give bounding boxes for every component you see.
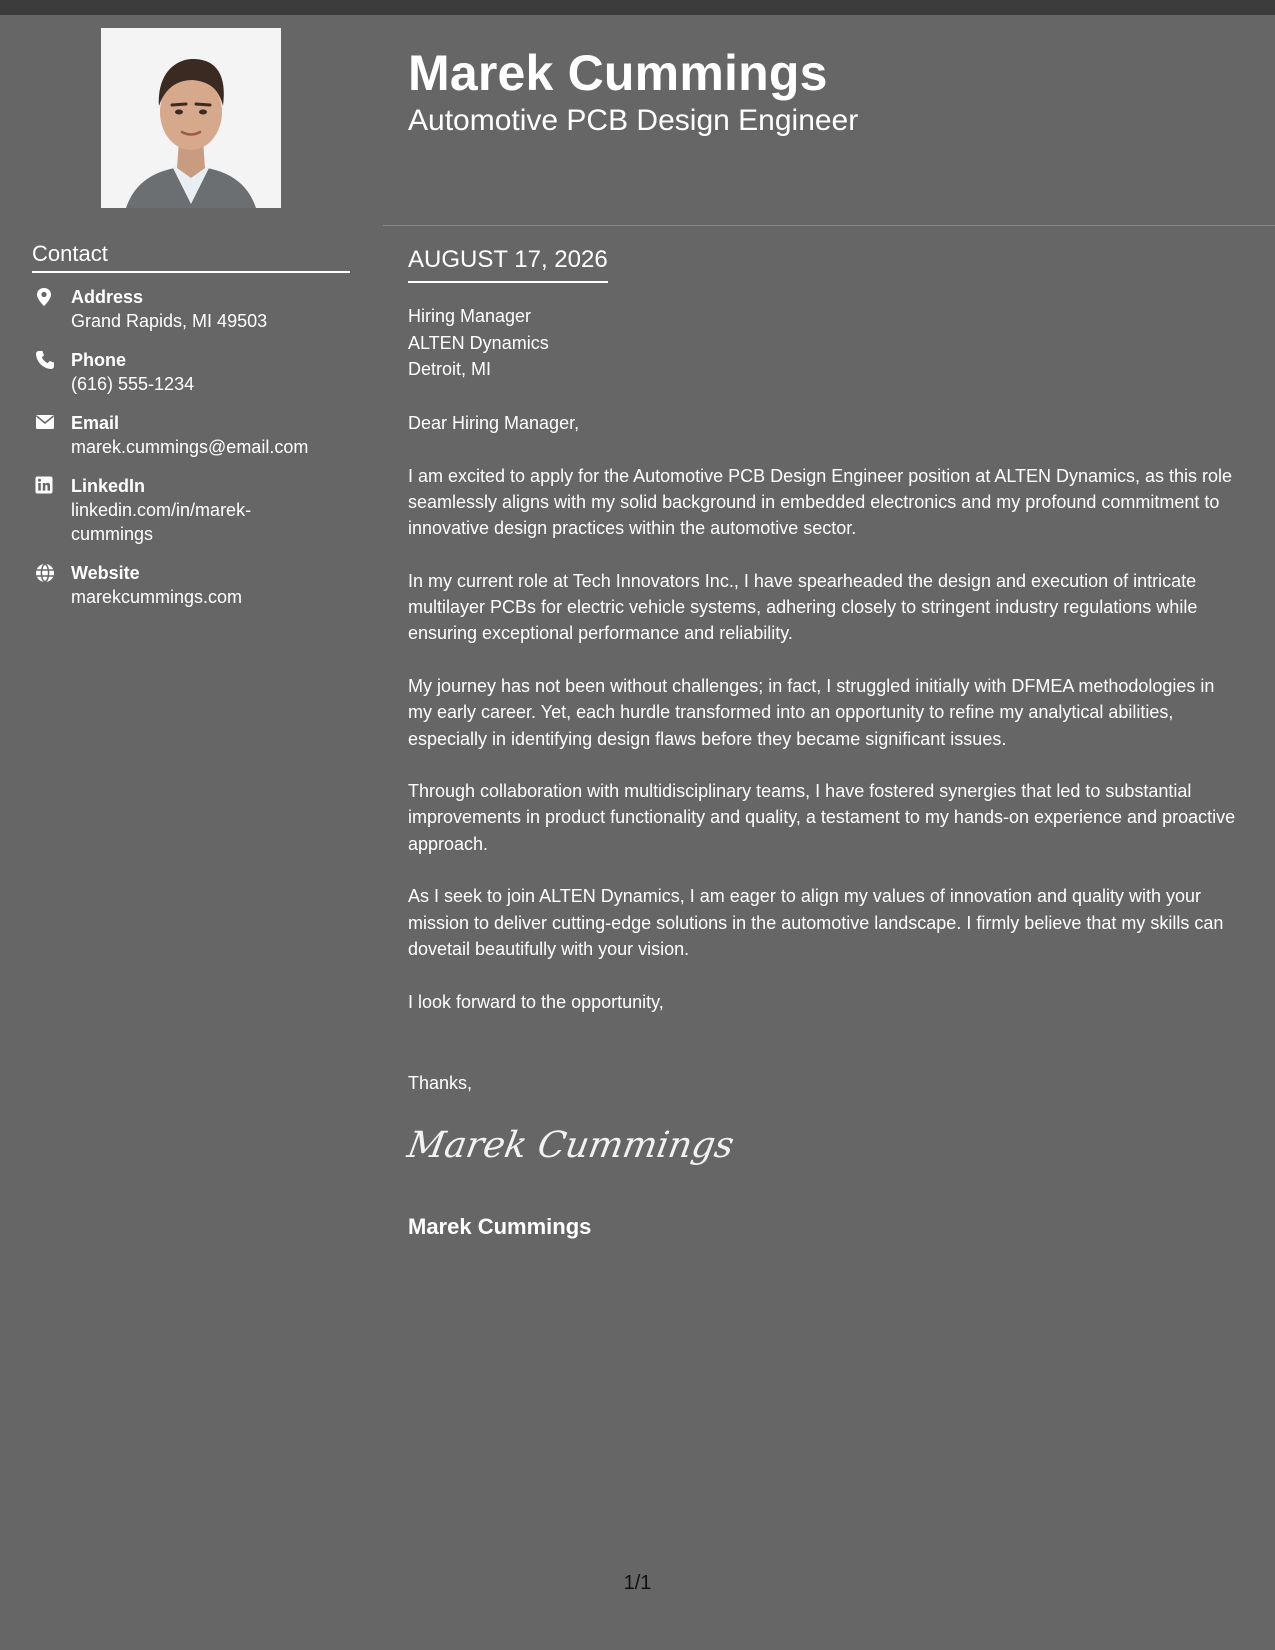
contact-value: Grand Rapids, MI 49503 (71, 311, 268, 331)
recipient-line: Hiring Manager (408, 306, 532, 326)
contact-address (32, 285, 362, 333)
letter-date: AUGUST 17, 2026 (408, 245, 608, 283)
contact-linkedin (32, 474, 362, 546)
letter-paragraph: I am excited to apply for the Automotive PCB Design Engineer position at ALTEN Dynamics, as this role seamlessly aligns with my solid background in embedded electronics and my profound commitment to innovative design practices within the automotive sector. (408, 465, 1233, 539)
recipient-block (408, 303, 549, 383)
contact-value: (616) 555-1234 (71, 374, 195, 394)
envelope-icon (35, 413, 53, 431)
sign-off: Thanks, (408, 1073, 473, 1093)
map-pin-icon (35, 287, 53, 305)
recipient-line: ALTEN Dynamics (408, 332, 549, 353)
contact-value: marek.cummings@email.com (71, 437, 309, 457)
globe-icon (35, 563, 53, 581)
salutation: Dear Hiring Manager, (408, 413, 580, 433)
letter-paragraph: In my current role at Tech Innovators Inc., I have spearheaded the design and execution of intricate multilayer PCBs for electric vehicle systems, adhering closely to stringent industry regulations while ensuring exceptional performance and reliability. (408, 570, 1198, 644)
contact-website (32, 561, 362, 609)
contact-label: Phone (71, 350, 127, 370)
letter-body (408, 410, 1238, 1041)
signed-name: Marek Cummings (408, 1214, 592, 1239)
contact-value[interactable]: marekcummings.com (71, 587, 243, 607)
contact-value[interactable]: linkedin.com/in/marek-cummings (71, 500, 252, 544)
letter-paragraph: My journey has not been without challenges; in fact, I struggled initially with DFMEA methodologies in my early career. Yet, each hurdle transformed into an opportunity to refine my analytical abilities, especially in identifying design flaws before they became significant issues. (408, 675, 1215, 749)
contact-heading: Contact (32, 241, 350, 273)
profile-photo (101, 28, 281, 208)
contact-list (32, 285, 362, 624)
contact-label: Email (71, 413, 120, 433)
linkedin-icon (35, 476, 53, 494)
closing-line: I look forward to the opportunity, (408, 991, 664, 1012)
sidebar (0, 15, 383, 1650)
top-bar (0, 0, 1275, 15)
contact-label: Address (71, 287, 144, 307)
contact-email (32, 411, 362, 459)
letter-paragraph: Through collaboration with multidisciplinary teams, I have fostered synergies that led to substantial improvements in product functionality and quality, a testament to my hands-on experience and proactive approach. (408, 781, 1236, 854)
page-number: 1/1 (623, 1572, 652, 1594)
contact-label: LinkedIn (71, 476, 146, 496)
job-title: Automotive PCB Design Engineer (408, 104, 859, 137)
header-divider (383, 225, 1275, 226)
letter-paragraph: As I seek to join ALTEN Dynamics, I am eager to align my values of innovation and quality with your mission to deliver cutting-edge solutions in the automotive landscape. I firmly believe that my skills can dovetail beautifully with your vision. (408, 886, 1224, 959)
contact-phone (32, 348, 362, 396)
phone-icon (35, 350, 53, 368)
recipient-line: Detroit, MI (408, 359, 492, 379)
contact-label: Website (71, 563, 140, 583)
handwritten-signature: Marek Cummings (404, 1125, 738, 1166)
applicant-name: Marek Cummings (408, 45, 828, 101)
